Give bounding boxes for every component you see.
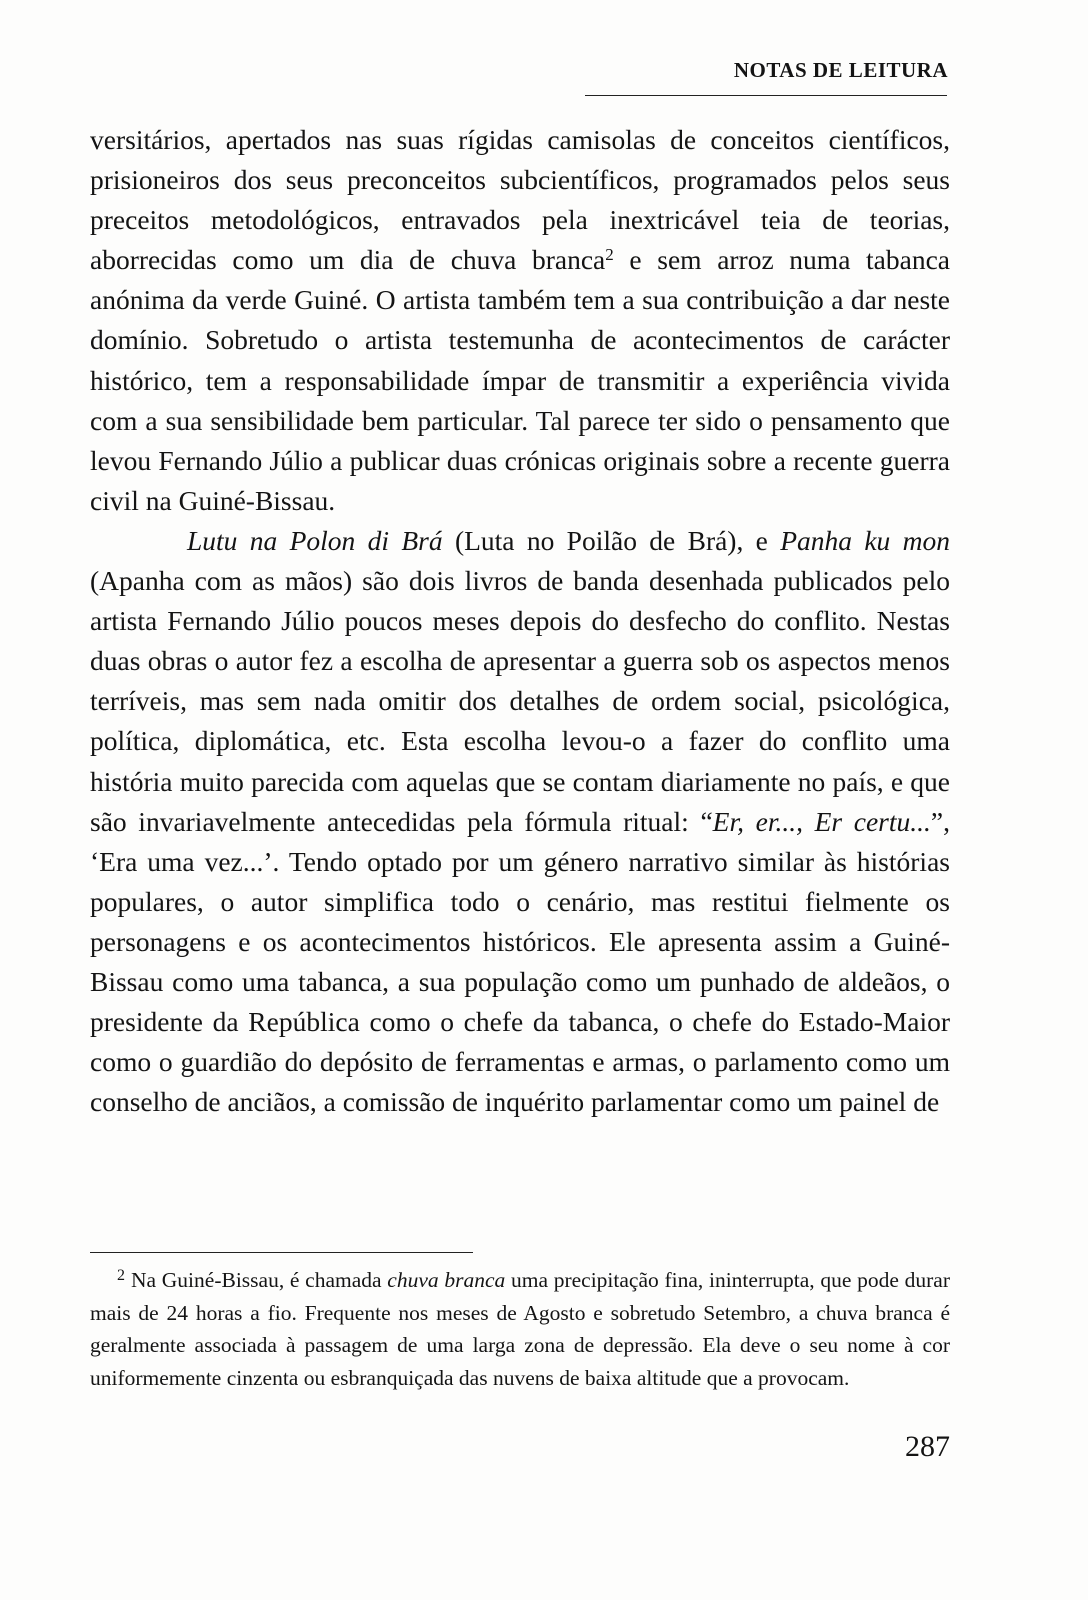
paragraph-2-text-b: (Apanha com as mãos) são dois livros de banda desenhada publicados pelo artista Fernando Júlio poucos meses depois do desfecho do conflito. Nestas duas obras o autor fez a escolha de apresentar a guerra sob os aspectos menos terríveis, mas sem nada omitir dos detalhes de ordem social, psicológica, política, diplomática, etc. Esta escolha levou-o a fazer do conflito uma história muito parecida com aquelas que se contam diariamente no país, e que são invariavelmente antecedidas pela fórmula ritual: “: [90, 565, 950, 837]
running-head: NOTAS DE LEITURA: [733, 58, 948, 82]
paragraph-2-text-a: (Luta no Poilão de Brá), e: [442, 524, 781, 556]
footnote-rule: [90, 1252, 473, 1253]
body-text: [90, 120, 950, 1122]
book-title-lutu-na-polon: Lutu na Polon di Brá: [187, 524, 443, 556]
footnote-reference[interactable]: 2: [605, 245, 614, 265]
paragraph-2: [90, 521, 950, 1122]
footnote-text-b: uma precipitação fina, ininterrupta, que pode durar mais de 24 horas a fio. Frequente nos meses de Agosto e sobretudo Setembro, a chuva branca é geralmente associada à passagem de uma larga zona de depressão. Ela deve o seu nome à cor uniformemente cinzenta ou esbranquiçada das nuvens de baixa altitude que a provocam.: [90, 1268, 951, 1390]
footnote-term: chuva branca: [387, 1268, 506, 1292]
paragraph-1: [90, 120, 950, 521]
footnote-text-a: Na Guiné-Bissau, é chamada: [131, 1268, 388, 1292]
page-number: 287: [905, 1430, 950, 1463]
paragraph-1-text-a: versitários, apertados nas suas rígidas camisolas de conceitos científicos, prisioneiros dos seus preconceitos subcientíficos, programados pelos seus preceitos metodológicos, entravados pela inextricável teia de teorias, aborrecidas como um dia de chuva branca: [90, 124, 950, 276]
ritual-formula: Er, er..., Er certu...: [712, 805, 931, 837]
header-rule: [585, 95, 947, 96]
paragraph-1-text-b: e sem arroz numa tabanca anónima da verde Guiné. O artista também tem a sua contribuição a dar neste domínio. Sobretudo o artista testemunha de acontecimentos de carácter histórico, tem a responsabilidade ímpar de transmitir a experiência vivida com a sua sensibilidade bem particular. Tal parece ter sido o pensamento que levou Fernando Júlio a publicar duas crónicas originais sobre a recente guerra civil na Guiné-Bissau.: [90, 244, 950, 516]
footnote-marker: 2: [117, 1267, 125, 1284]
book-title-panha-ku-mon: Panha ku mon: [780, 524, 951, 556]
paragraph-2-text-c: ”, ‘Era uma vez...’. Tendo optado por um género narrativo similar às histórias populares, o autor simplifica todo o cenário, mas restitui fielmente os personagens e os acontecimentos históricos. Ele apresenta assim a Guiné-Bissau como uma tabanca, a sua população como um punhado de aldeãos, o presidente da República como o chefe da tabanca, o chefe do Estado-Maior como o guardião do depósito de ferramentas e armas, o parlamento como um conselho de anciãos, a comissão de inquérito parlamentar como um painel de: [90, 805, 950, 1118]
footnote: [90, 1264, 950, 1394]
